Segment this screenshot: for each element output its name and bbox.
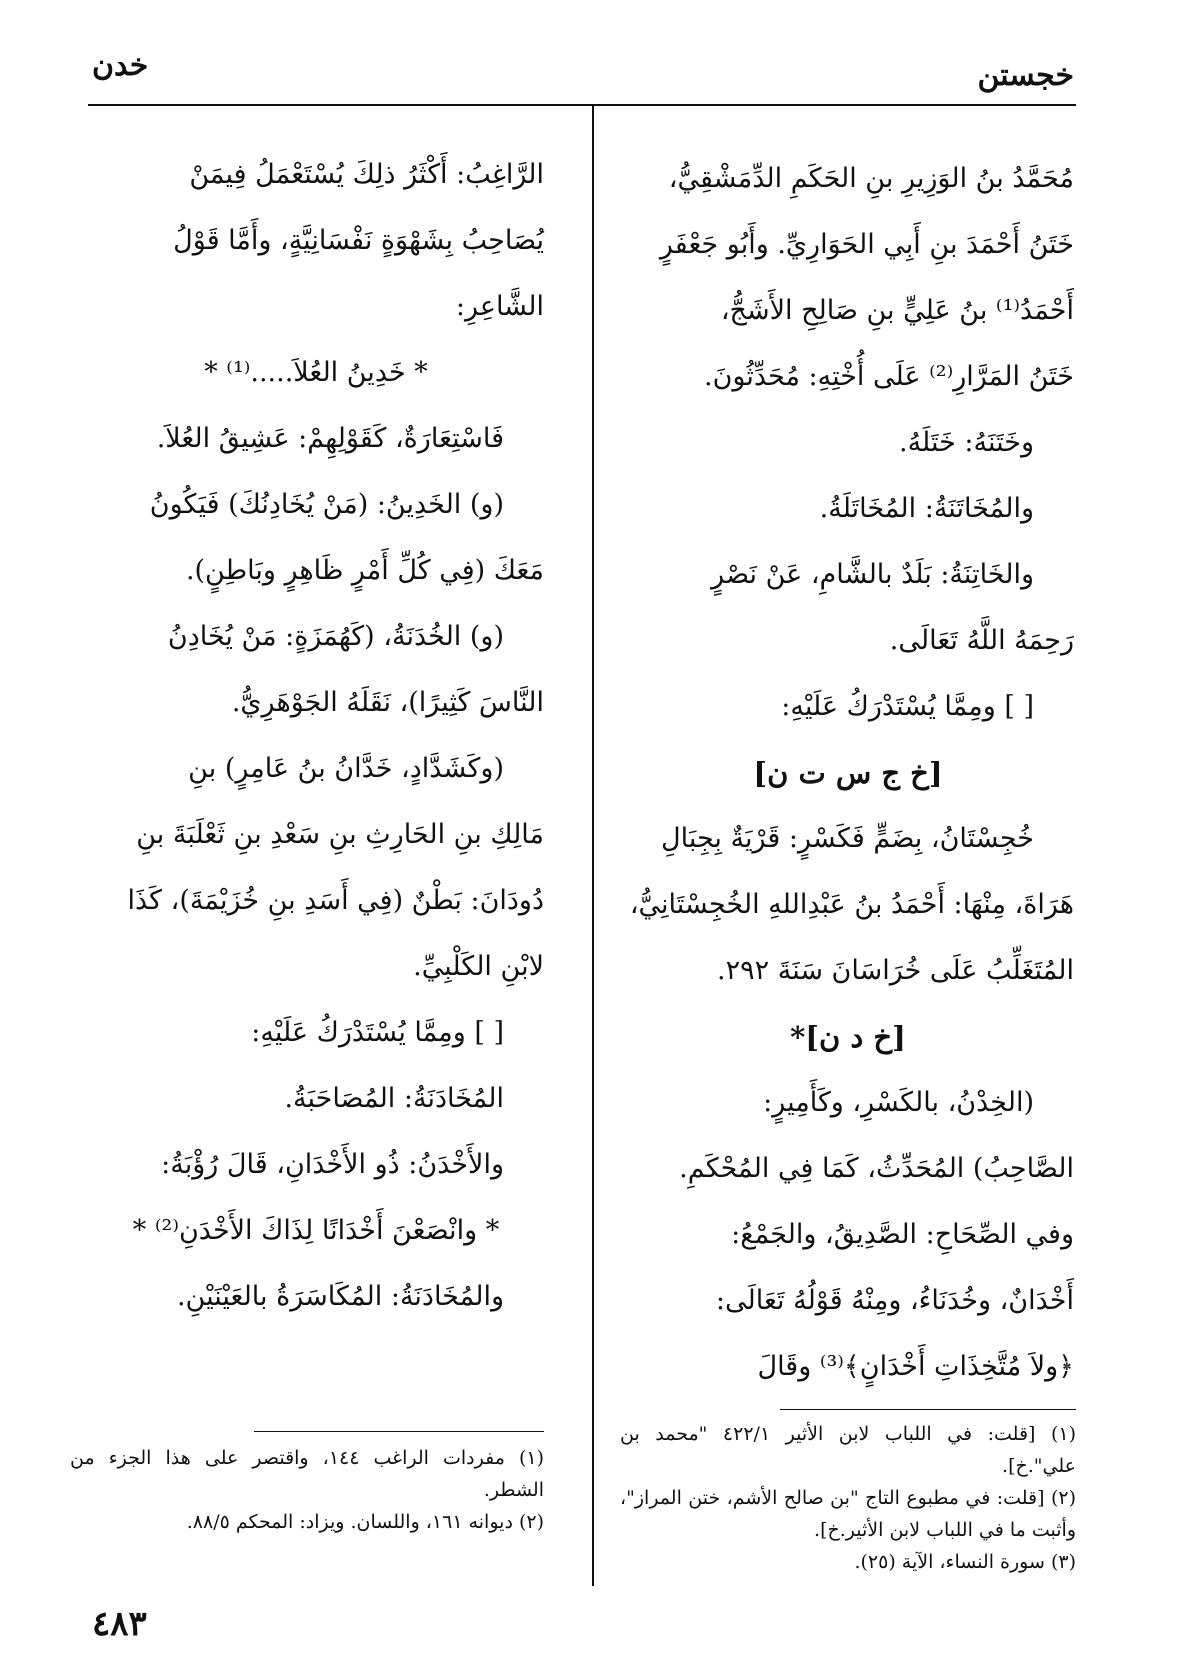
entry-heading: [خ ج س ت ن] bbox=[753, 756, 943, 790]
header-right-word: خجستن bbox=[977, 58, 1074, 93]
text-line: والمُخَاتَنَةُ: المُخَاتَلَةُ. bbox=[819, 493, 1034, 524]
text-line: (وكَشَدَّادٍ، خَدَّانُ بنُ عَامِرٍ) بنِ bbox=[188, 753, 504, 784]
text-line: ﴿ولاَ مُتَّخِذَاتِ أَخْدَانٍ﴾⁽³⁾ وقَالَ bbox=[757, 1351, 1074, 1382]
right-column bbox=[622, 146, 1074, 1400]
text-line: أَخْدَانٌ، وخُدَنَاءُ، ومِنْهُ قَوْلُهُ تَعَالَى: bbox=[715, 1285, 1074, 1316]
text-line: [ ] ومِمَّا يُسْتَدْرَكُ عَلَيْهِ: bbox=[251, 1017, 504, 1048]
text-line: وخَتَنَهُ: خَتَلَهُ. bbox=[898, 427, 1034, 458]
footnote: (١) مفردات الراغب ١٤٤، واقتصر على هذا الجزء من الشطر. bbox=[70, 1447, 545, 1501]
text-line: يُصَاحِبُ بِشَهْوَةٍ نَفْسَانِيَّةٍ، وأَمَّا قَوْلُ bbox=[173, 225, 544, 256]
text-line: دُودَانَ: بَطْنٌ (فِي أَسَدِ بنِ خُزَيْمَةَ)، كَذَا bbox=[127, 885, 544, 916]
text-line: والمُخَادَنَةُ: المُكَاسَرَةُ بالعَيْنَيْنِ. bbox=[176, 1281, 504, 1312]
text-line: خَتَنُ المَرَّارِ⁽²⁾ عَلَى أُخْتِهِ: مُحَدِّثُونَ. bbox=[704, 361, 1074, 392]
text-line: وفي الصِّحَاحِ: الصَّدِيقُ، والجَمْعُ: bbox=[731, 1219, 1074, 1250]
left-column bbox=[88, 142, 544, 1330]
entry-heading: [خ د ن]* bbox=[790, 1020, 906, 1054]
text-line: المُخَادَنَةُ: المُصَاحَبَةُ. bbox=[284, 1083, 504, 1114]
footnote: (٢) ديوانه ١٦١، واللسان. ويزاد: المحكم ٨٨/٥. bbox=[186, 1511, 544, 1533]
footnote-rule-right bbox=[780, 1409, 1076, 1410]
text-line: والأَخْدَنُ: ذُو الأَخْدَانِ، قَالَ رُؤْبَةُ: bbox=[161, 1149, 504, 1180]
text-line: النَّاسَ كَثِيرًا)، نَقَلَهُ الجَوْهَرِيُّ. bbox=[231, 687, 544, 718]
text-line: أَحْمَدُ⁽¹⁾ بنُ عَلِيٍّ بنِ صَالِحِ الأَشَجُّ، bbox=[720, 295, 1074, 326]
text-line: مَالِكِ بنِ الحَارِثِ بنِ سَعْدِ بنِ ثَعْلَبَةَ بنِ bbox=[136, 819, 544, 850]
text-line: الصَّاحِبُ) المُحَدِّثُ، كَمَا فِي المُحْكَمِ. bbox=[679, 1153, 1074, 1184]
footnotes-right bbox=[620, 1418, 1076, 1578]
text-line: [ ] ومِمَّا يُسْتَدْرَكُ عَلَيْهِ: bbox=[781, 691, 1034, 722]
header-left-word: خدن bbox=[92, 48, 149, 83]
footnote: (٣) سورة النساء، الآية (٢٥). bbox=[854, 1551, 1076, 1573]
text-line: مَعَكَ (فِي كُلِّ أَمْرٍ ظَاهِرٍ وبَاطِنٍ). bbox=[185, 555, 544, 586]
text-line: فَاسْتِعَارَةٌ، كَقَوْلِهِمْ: عَشِيقُ العُلاَ. bbox=[156, 423, 504, 454]
text-line: خُجِسْتَانُ، بِضَمٍّ فَكَسْرٍ: قَرْيَةٌ بِجِبَالِ bbox=[661, 823, 1034, 854]
text-line: المُتَغَلِّبُ عَلَى خُرَاسَانَ سَنَةَ ٢٩٢. bbox=[717, 955, 1074, 986]
text-line: خَتَنُ أَحْمَدَ بنِ أَبِي الحَوَارِيِّ. وأَبُو جَعْفَرٍ bbox=[659, 229, 1074, 260]
text-line: الشَّاعِرِ: bbox=[455, 291, 544, 322]
footnote: (١) [قلت: في اللباب لابن الأثير ٤٢٢/١ "محمد بن علي".خ]. bbox=[620, 1423, 1076, 1477]
text-line: لابْنِ الكَلْبِيِّ. bbox=[413, 951, 544, 982]
page-number: ٤٨٣ bbox=[92, 1604, 147, 1644]
text-line: هَرَاةَ، مِنْهَا: أَحْمَدُ بنُ عَبْدِاللهِ الخُجِسْتَانِيُّ، bbox=[629, 889, 1074, 920]
text-line: (و) الخُدَنَةُ، (كَهُمَزَةٍ: مَنْ يُخَادِنُ bbox=[167, 621, 504, 652]
text-line: رَحِمَهُ اللَّهُ تَعَالَى. bbox=[889, 625, 1074, 656]
footnote-rule-left bbox=[254, 1431, 544, 1432]
text-line: الرَّاغِبُ: أَكْثَرُ ذلِكَ يُسْتَعْمَلُ فِيمَنْ bbox=[189, 159, 544, 190]
header-rule bbox=[88, 104, 1076, 106]
verse-line: * وانْصَعْنَ أَخْدَانًا لِذَاكَ الأَخْدَنِ⁽²⁾ * bbox=[132, 1215, 500, 1246]
footnotes-left bbox=[70, 1442, 544, 1538]
text-line: (الخِدْنُ، بالكَسْرِ، وكَأَمِيرٍ: bbox=[763, 1087, 1034, 1118]
text-line: مُحَمَّدُ بنُ الوَزِيرِ بنِ الحَكَمِ الدِّمَشْقِيُّ، bbox=[668, 163, 1074, 194]
text-line: والخَاتِنَةُ: بَلَدٌ بالشَّامِ، عَنْ نَصْرٍ bbox=[711, 559, 1034, 590]
footnote: (٢) [قلت: في مطبوع التاج "بن صالح الأشم، ختن المراز"، وأثبت ما في اللباب لابن الأثير.خ]. bbox=[620, 1487, 1076, 1541]
verse-line: * خَدِينُ العُلاَ.....⁽¹⁾ * bbox=[204, 357, 428, 388]
text-line: (و) الخَدِينُ: (مَنْ يُخَادِنُكَ) فَيَكُونُ bbox=[149, 489, 504, 520]
column-divider bbox=[592, 106, 594, 1586]
